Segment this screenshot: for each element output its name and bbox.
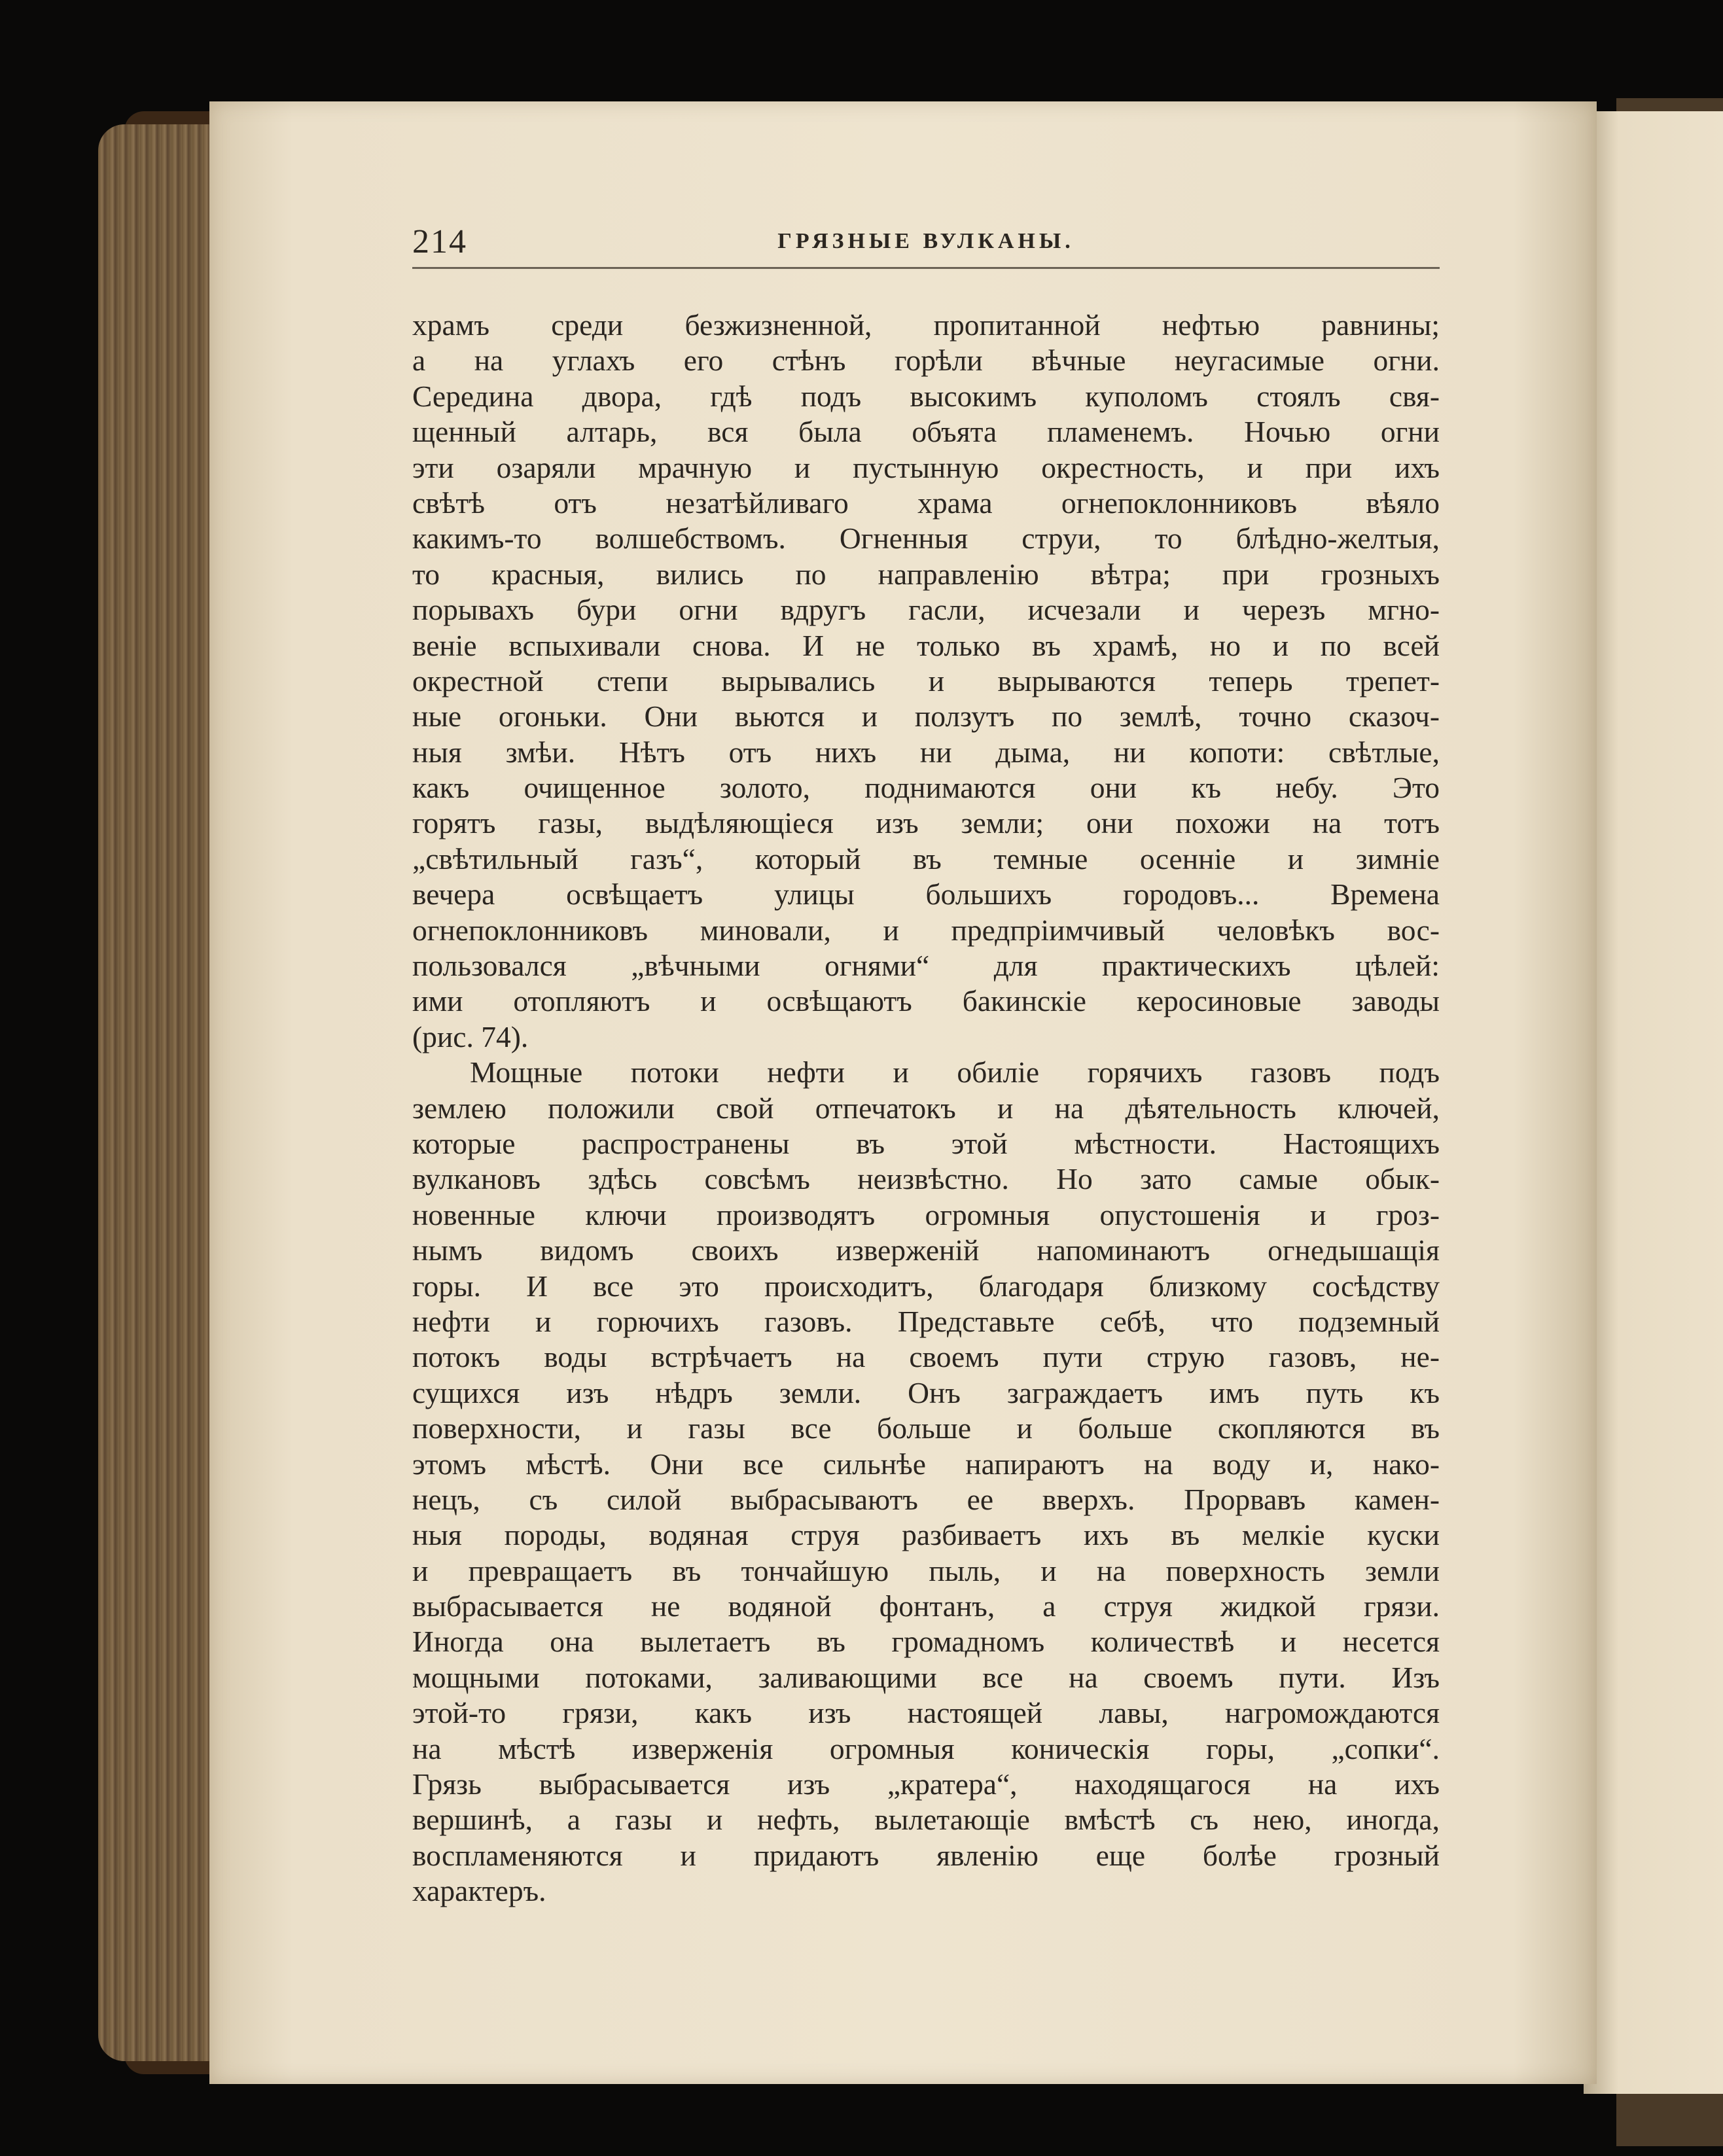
- text-line: нымъ видомъ своихъ изверженій напоминаютъ огнедышащія: [412, 1233, 1440, 1267]
- text-line: Грязь выбрасывается изъ „кратера“, находящагося на ихъ: [412, 1767, 1440, 1801]
- text-line: воспламеняются и придаютъ явленію еще болѣе грозный: [412, 1838, 1440, 1872]
- header-rule: [412, 267, 1440, 269]
- text-line: этомъ мѣстѣ. Они все сильнѣе напираютъ на воду и, нако-: [412, 1447, 1440, 1481]
- text-line: выбрасывается не водяной фонтанъ, а струя жидкой грязи.: [412, 1589, 1440, 1623]
- text-line: вершинѣ, а газы и нефть, вылетающіе вмѣстѣ съ нею, иногда,: [412, 1803, 1440, 1837]
- text-line: пользовался „вѣчными огнями“ для практическихъ цѣлей:: [412, 949, 1440, 983]
- text-line: ими отопляютъ и освѣщаютъ бакинскіе керосиновые заводы: [412, 984, 1440, 1018]
- text-line: а на углахъ его стѣнъ горѣли вѣчные неугасимые огни.: [412, 344, 1440, 378]
- text-line: новенные ключи производятъ огромныя опустошенія и гроз-: [412, 1197, 1440, 1231]
- text-line: щенный алтарь, вся была объята пламенемъ. Ночью огни: [412, 415, 1440, 449]
- text-line: этой-то грязи, какъ изъ настоящей лавы, нагромождаются: [412, 1696, 1440, 1730]
- text-line: потокъ воды встрѣчаетъ на своемъ пути струю газовъ, не-: [412, 1340, 1440, 1374]
- text-line: свѣтѣ отъ незатѣйливаго храма огнепоклонниковъ вѣяло: [412, 486, 1440, 520]
- text-line: какъ очищенное золото, поднимаются они къ небу. Это: [412, 771, 1440, 805]
- text-line: сущихся изъ нѣдръ земли. Онъ заграждаетъ имъ путь къ: [412, 1375, 1440, 1409]
- text-line: (рис. 74).: [412, 1019, 529, 1053]
- text-line: горы. И все это происходитъ, благодаря близкому сосѣдству: [412, 1269, 1440, 1303]
- text-line: горятъ газы, выдѣляющіеся изъ земли; они похожи на тотъ: [412, 806, 1440, 840]
- text-line: характеръ.: [412, 1874, 546, 1908]
- text-line: вулкановъ здѣсь совсѣмъ неизвѣстно. Но зато самые обык-: [412, 1162, 1440, 1196]
- text-line: и превращаетъ въ тончайшую пыль, и на поверхность земли: [412, 1553, 1440, 1587]
- text-line: которые распространены въ этой мѣстности. Настоящихъ: [412, 1126, 1440, 1160]
- text-line: храмъ среди безжизненной, пропитанной нефтью равнины;: [412, 308, 1440, 342]
- text-line: „свѣтильный газъ“, который въ темные осенніе и зимніе: [412, 841, 1440, 875]
- text-line: поверхности, и газы все больше и больше скопляются въ: [412, 1411, 1440, 1445]
- text-line: то красныя, вились по направленію вѣтра; при грозныхъ: [412, 557, 1440, 591]
- body-text: [412, 308, 1440, 1909]
- text-line: землею положили свой отпечатокъ и на дѣятельность ключей,: [412, 1091, 1440, 1125]
- text-line: нецъ, съ силой выбрасываютъ ее вверхъ. Прорвавъ камен-: [412, 1482, 1440, 1516]
- text-line: окрестной степи вырывались и вырываются теперь трепет-: [412, 663, 1440, 698]
- running-head: [412, 222, 1440, 268]
- text-line: ные огоньки. Они вьются и ползутъ по землѣ, точно сказоч-: [412, 699, 1440, 733]
- text-line: какимъ-то волшебствомъ. Огненныя струи, то блѣдно-желтыя,: [412, 521, 1440, 556]
- text-line: порывахъ бури огни вдругъ гасли, исчезали и черезъ мгно-: [412, 593, 1440, 627]
- text-line: ныя породы, водяная струя разбиваетъ ихъ въ мелкіе куски: [412, 1518, 1440, 1552]
- text-line: Иногда она вылетаетъ въ громадномъ количествѣ и несется: [412, 1625, 1440, 1659]
- running-title: ГРЯЗНЫЕ ВУЛКАНЫ.: [777, 229, 1075, 253]
- text-line: веніе вспыхивали снова. И не только въ храмѣ, но и по всей: [412, 628, 1440, 662]
- text-line: Середина двора, гдѣ подъ высокимъ куполомъ стоялъ свя-: [412, 379, 1440, 413]
- page-edges: [98, 124, 222, 2061]
- text-line: ныя змѣи. Нѣтъ отъ нихъ ни дыма, ни копоти: свѣтлые,: [412, 735, 1440, 769]
- text-line: мощными потоками, заливающими все на своемъ пути. Изъ: [412, 1660, 1440, 1694]
- text-line: огнепоклонниковъ миновали, и предпріимчивый человѣкъ вос-: [412, 913, 1440, 947]
- text-line: на мѣстѣ изверженія огромныя коническія горы, „сопки“.: [412, 1731, 1440, 1765]
- text-line: вечера освѣщаетъ улицы большихъ городовъ... Времена: [412, 877, 1440, 911]
- paragraph-start-line: Мощные потоки нефти и обиліе горячихъ газовъ подъ: [470, 1055, 1440, 1089]
- text-line: нефти и горючихъ газовъ. Представьте себѣ, что подземный: [412, 1304, 1440, 1338]
- facing-page-edge: [1584, 111, 1723, 2094]
- text-line: эти озаряли мрачную и пустынную окрестность, и при ихъ: [412, 450, 1440, 484]
- page-number: 214: [412, 223, 467, 260]
